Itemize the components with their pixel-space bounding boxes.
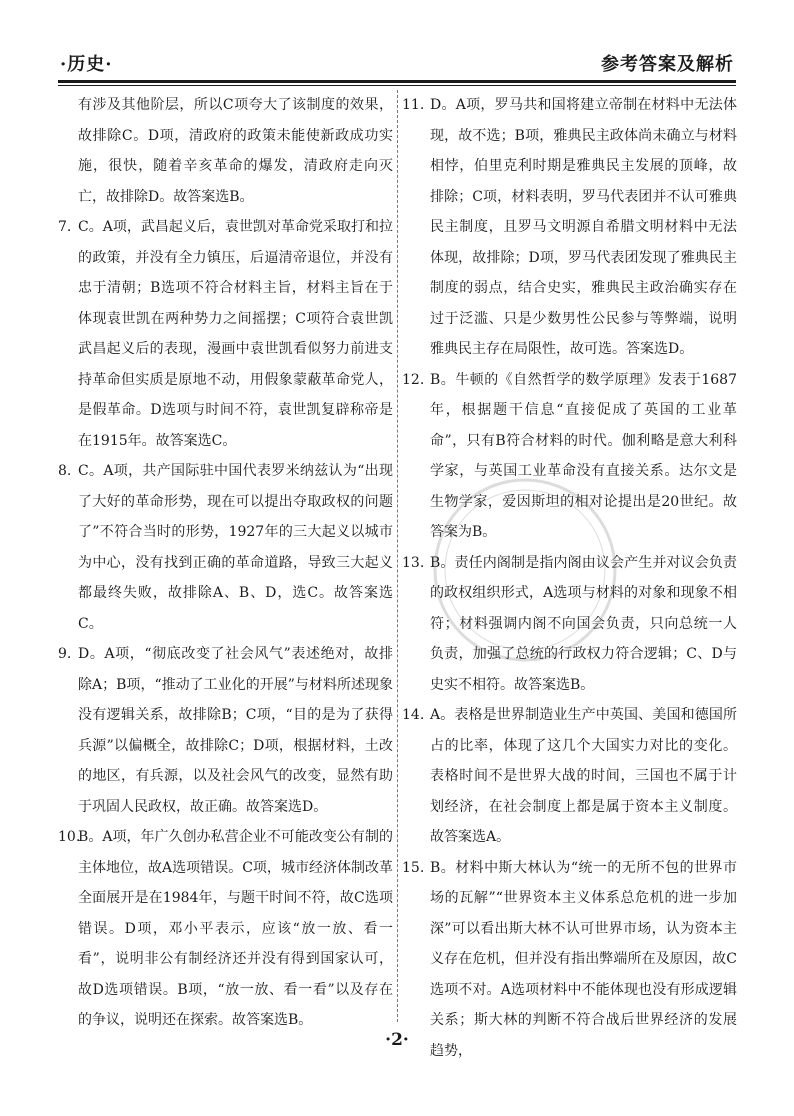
header-rule-thick bbox=[58, 80, 736, 83]
answer-text: 有涉及其他阶层，所以C项夸大了该制度的效果，故排除C。D项，清政府的政策未能使新政成功实施，很快，随着辛亥革命的爆发，清政府走向灭亡，故排除D。故答案选B。 bbox=[78, 97, 393, 205]
answer-item-6-cont bbox=[58, 90, 393, 212]
page-header bbox=[58, 48, 736, 76]
answer-text: D。A项，罗马共和国将建立帝制在材料中无法体现，故不选；B项，雅典民主政体尚未确立与材料相悖，伯里克利时期是雅典民主发展的顶峰，故排除；C项，材料表明，罗马代表团并不认可雅典民主制度，且罗马文明源自希腊文明材料中无法体现，故排除；D项，罗马代表团发现了雅典民主制度的弱点，结合史实，雅典民主政治确实存在过于泛滥、只是少数男性公民参与等弊端，说明雅典民主存在局限性，故可选。答案选D。 bbox=[430, 97, 737, 357]
answer-item-9 bbox=[58, 639, 393, 822]
answer-text: A。表格是世界制造业生产中英国、美国和德国所占的比率，体现了这几个大国实力对比的变化。表格时间不是世界大战的时间，三国也不属于计划经济，在社会制度上都是属于资本主义制度。故答案选A。 bbox=[430, 707, 737, 845]
answer-item-7 bbox=[58, 212, 393, 456]
answer-item-8 bbox=[58, 456, 393, 639]
answer-item-11 bbox=[402, 90, 737, 365]
answer-text: B。牛顿的《自然哲学的数学原理》发表于1687年，根据题干信息“直接促成了英国的工业革命”，只有B符合材料的时代。伽利略是意大利科学家，与英国工业革命没有直接关系。达尔文是生物学家，爱因斯坦的相对论提出是20世纪。故答案为B。 bbox=[430, 371, 737, 540]
answer-number: 8. bbox=[58, 463, 72, 479]
page-number: ·2· bbox=[385, 1030, 409, 1050]
column-divider bbox=[397, 90, 398, 1022]
answer-text: B。责任内阁制是指内阁由议会产生并对议会负责的政权组织形式，A选项与材料的对象和现象不相符；材料强调内阁不向国会负责，只向总统一人负责，加强了总统的行政权力符合逻辑；C、D与史实不相符。故答案选B。 bbox=[430, 554, 737, 693]
answer-number: 9. bbox=[58, 646, 72, 662]
answer-text: C。A项，武昌起义后，袁世凯对革命党采取打和拉的政策，并没有全力镇压，后逼清帝退位，并没有忠于清朝；B选项不符合材料主旨，材料主旨在于体现袁世凯在两种势力之间摇摆；C项符合袁世凯武昌起义后的表现，漫画中袁世凯看似努力前进支持革命但实质是原地不动，用假象蒙蔽革命党人，是假革命。D选项与时间不符，袁世凯复辟称帝是在1915年。故答案选C。 bbox=[78, 219, 393, 449]
answer-item-10 bbox=[58, 822, 393, 1036]
answer-number: 12. bbox=[402, 371, 425, 388]
header-title: 参考答案及解析 bbox=[601, 54, 734, 75]
answer-number: 15. bbox=[402, 859, 425, 876]
header-rule-thin bbox=[58, 85, 736, 86]
answer-number: 13. bbox=[402, 554, 425, 571]
answer-text: B。材料中斯大林认为“统一的无所不包的世界市场的瓦解”“世界资本主义体系总危机的进一步加深”可以看出斯大林不认可世界市场，认为资本主义存在危机，但并没有指出弊端所在及原因，故C选项不对。A选项材料中不能体现也没有形成逻辑关系；斯大林的判断不符合战后世界经济的发展趋势， bbox=[430, 859, 737, 1059]
answer-text: B。A项，年广久创办私营企业不可能改变公有制的主体地位，故A选项错误。C项，城市经济体制改革全面展开是在1984年，与题干时间不符，故C选项错误。D项，邓小平表示，应该“放一放、看一看”，说明非公有制经济还并没有得到国家认可，故D选项错误。B项，“放一放、看一看”以及存在的争议，说明还在探索。故答案选B。 bbox=[78, 829, 393, 1028]
answer-text: D。A项，“彻底改变了社会风气”表述绝对，故排除A；B项，“推动了工业化的开展”与材料所述现象没有逻辑关系，故排除B；C项，“目的是为了获得兵源”以偏概全，故排除C；D项，根据材料，土改的地区，有兵源，以及社会风气的改变，显然有助于巩固人民政权，故正确。故答案选D。 bbox=[78, 646, 393, 815]
answer-number: 7. bbox=[58, 219, 72, 235]
answer-text: C。A项，共产国际驻中国代表罗米纳兹认为“出现了大好的革命形势，现在可以提出夺取政权的问题了”不符合当时的形势，1927年的三大起义以城市为中心，没有找到正确的革命道路，导致三大起义都最终失败，故排除A、B、D，选C。故答案选C。 bbox=[78, 463, 393, 632]
answer-number: 10. bbox=[58, 829, 81, 845]
subject-label: ·历史· bbox=[60, 54, 113, 75]
answer-number: 11. bbox=[402, 97, 425, 113]
watermark-seal bbox=[425, 470, 625, 670]
left-column bbox=[58, 90, 393, 1036]
answer-item-14 bbox=[402, 700, 737, 853]
answer-number: 14. bbox=[402, 707, 425, 723]
